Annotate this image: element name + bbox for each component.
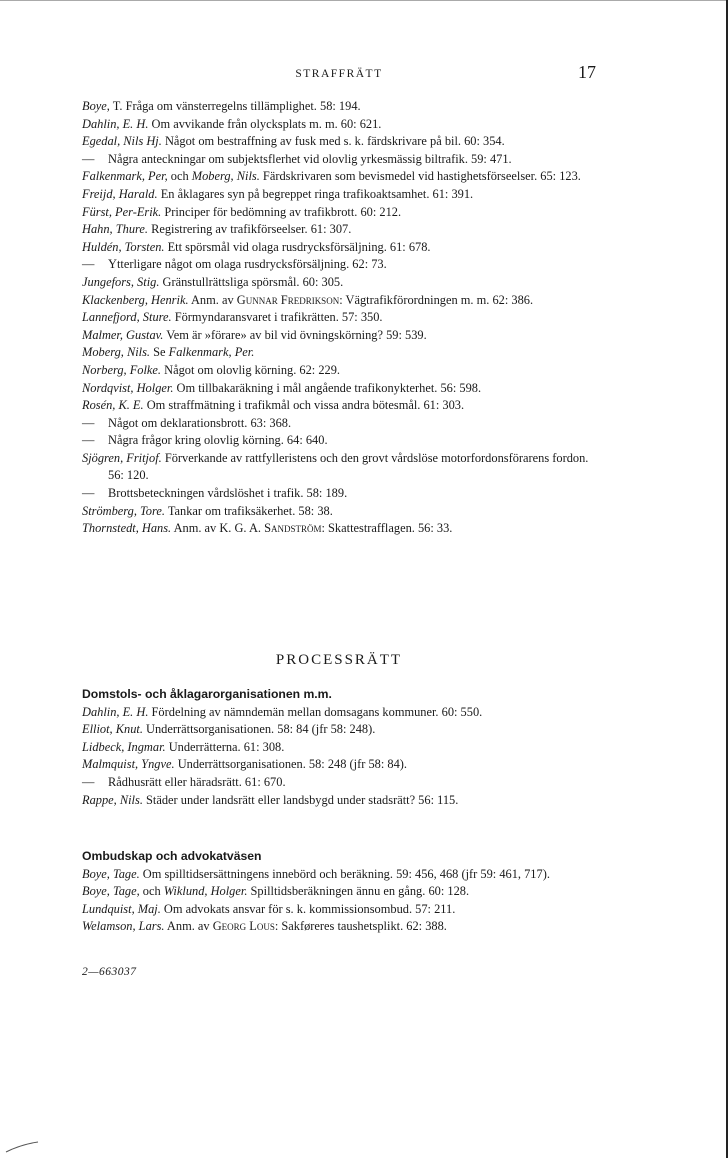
entry-author: Sjögren, Fritjof. xyxy=(82,450,162,465)
entry-title: Ytterligare något om olaga rusdrycksförsäljning. 62: 73. xyxy=(108,257,387,272)
entry-title: Förmyndaransvaret i trafikrätten. 57: 350. xyxy=(171,310,383,325)
entry-author: Welamson, Lars. xyxy=(82,919,165,934)
dash-marker: — xyxy=(82,486,95,501)
entry-title-continued: : Sakføreres taushetsplikt. 62: 388. xyxy=(274,919,447,934)
entry-reviewed-author: Georg Lous xyxy=(212,919,275,934)
entry-title: Spilltidsberäkningen ännu en gång. 60: 128. xyxy=(247,884,470,899)
entry-coauthor: Wiklund, Holger. xyxy=(163,884,248,899)
entry-title: Ett spörsmål vid olaga rusdrycksförsäljning. 61: 678. xyxy=(164,239,431,254)
bibliography-entry xyxy=(82,168,596,186)
entry-author: Elliot, Knut. xyxy=(82,722,143,737)
entry-author: Rosén, K. E. xyxy=(82,398,144,413)
dash-marker: — xyxy=(82,433,95,448)
entry-title: Tankar om trafiksäkerhet. 58: 38. xyxy=(164,503,333,518)
bibliography-entry xyxy=(82,292,596,310)
entry-author: Boye, Tage. xyxy=(82,866,140,881)
bibliography-entry xyxy=(82,309,596,327)
traffic-law-list xyxy=(82,98,596,538)
bibliography-entry xyxy=(82,503,596,521)
counsel-section-heading: Ombudskap och advokatväsen xyxy=(82,849,262,863)
entry-author: Rappe, Nils. xyxy=(82,792,143,807)
bibliography-entry xyxy=(82,774,596,792)
entry-title-continued: : Skattestrafflagen. 56: 33. xyxy=(321,521,453,536)
printer-signature: 2—663037 xyxy=(82,966,137,978)
bibliography-entry xyxy=(82,221,596,239)
entry-cross-reference: Falkenmark, Per. xyxy=(168,345,255,360)
court-section xyxy=(82,686,596,809)
entry-title: Något om olovlig körning. 62: 229. xyxy=(161,362,341,377)
entry-author: Nordqvist, Holger. xyxy=(82,380,174,395)
bibliography-entry xyxy=(82,450,596,485)
court-section-heading: Domstols- och åklagarorganisationen m.m. xyxy=(82,687,332,701)
dash-marker: — xyxy=(82,774,95,789)
entry-title: Om avvikande från olycksplats m. m. 60: 621. xyxy=(148,116,382,131)
entry-author: Fürst, Per-Erik. xyxy=(82,204,162,219)
bibliography-entry xyxy=(82,918,596,936)
entry-author: Egedal, Nils Hj. xyxy=(82,134,162,149)
entry-title: Något om deklarationsbrott. 63: 368. xyxy=(108,415,292,430)
entry-author: Huldén, Torsten. xyxy=(82,239,165,254)
entry-title: Fråga om vänsterregelns tillämplighet. 58: 194. xyxy=(122,99,361,113)
entry-author: Boye xyxy=(82,99,107,113)
entry-author: Malmer, Gustav. xyxy=(82,327,164,342)
entry-title: Städer under landsrätt eller landsbygd under stadsrätt? 56: 115. xyxy=(142,792,459,807)
entry-title: Om spilltidsersättningens innebörd och beräkning. 59: 456, 468 (jfr 59: 461, 717). xyxy=(139,866,550,881)
entry-reviewed-author: Gunnar Fredrikson xyxy=(236,292,340,307)
entry-author: Lidbeck, Ingmar. xyxy=(82,739,166,754)
running-title: STRAFFRÄTT xyxy=(295,68,383,80)
entry-coauthor: Moberg, Nils. xyxy=(191,169,260,184)
bibliography-entry xyxy=(82,151,596,169)
dash-marker: — xyxy=(82,415,95,430)
page-header xyxy=(82,62,596,86)
entry-title: Underrätterna. 61: 308. xyxy=(165,739,285,754)
entry-title-continued: : Vägtrafikförordningen m. m. 62: 386. xyxy=(339,292,534,307)
page-number: 17 xyxy=(578,62,596,82)
entry-author: Malmquist, Yngve. xyxy=(82,757,175,772)
entry-conjunction: , T. xyxy=(106,99,123,113)
entry-author: Lundquist, Maj. xyxy=(82,901,161,916)
entry-author: Norberg, Folke. xyxy=(82,362,162,377)
entry-author: Strömberg, Tore. xyxy=(82,503,165,518)
entry-title: Registrering av trafikförseelser. 61: 307. xyxy=(147,222,352,237)
bibliography-entry xyxy=(82,485,596,503)
dash-marker: — xyxy=(82,257,95,272)
entry-title: Principer för bedömning av trafikbrott. 60: 212. xyxy=(161,204,402,219)
entry-title: Förverkande av rattfylleristens och den grovt vårdslöse motorfordonsförarens fordon. 56: 120. xyxy=(108,450,589,483)
court-entry-list xyxy=(82,704,596,810)
entry-title: Fördelning av nämndemän mellan domsagans kommuner. 60: 550. xyxy=(148,704,483,719)
page-top-edge xyxy=(0,0,728,1)
entry-conjunction: och xyxy=(167,169,192,184)
entry-title: Rådhusrätt eller häradsrätt. 61: 670. xyxy=(108,774,286,789)
bibliography-entry xyxy=(82,380,596,398)
entry-conjunction: och xyxy=(139,884,164,899)
counsel-section xyxy=(82,848,596,936)
entry-title: Om advokats ansvar för s. k. kommissionsombud. 57: 211. xyxy=(160,901,456,916)
bibliography-entry xyxy=(82,883,596,901)
entry-title: Gränstullrättsliga spörsmål. 60: 305. xyxy=(159,274,344,289)
pen-mark-icon xyxy=(4,1140,40,1154)
bibliography-entry xyxy=(82,327,596,345)
bibliography-entry xyxy=(82,256,596,274)
bibliography-entry xyxy=(82,239,596,257)
entry-author: Klackenberg, Henrik. xyxy=(82,292,189,307)
entry-author: Lannefjord, Sture. xyxy=(82,310,172,325)
entry-reviewed-author: Sandström xyxy=(264,521,322,536)
bibliography-entry xyxy=(82,866,596,884)
dash-marker: — xyxy=(82,151,95,166)
entry-title: Anm. av xyxy=(188,292,237,307)
entry-author: Freijd, Harald. xyxy=(82,186,158,201)
bibliography-entry xyxy=(82,739,596,757)
section-title: PROCESSRÄTT xyxy=(275,652,403,668)
bibliography-entry xyxy=(82,344,596,362)
bibliography-entry xyxy=(82,98,596,116)
entry-title: Några frågor kring olovlig körning. 64: 640. xyxy=(108,433,328,448)
counsel-entry-list xyxy=(82,866,596,936)
entry-title: Färdskrivaren som bevismedel vid hastighetsförseelser. 65: 123. xyxy=(259,169,581,184)
entry-title: Brottsbeteckningen vårdslöshet i trafik. 58: 189. xyxy=(108,486,348,501)
bibliography-entry xyxy=(82,415,596,433)
bibliography-entry xyxy=(82,133,596,151)
entry-title: Underrättsorganisationen. 58: 84 (jfr 58: 248). xyxy=(142,722,376,737)
bibliography-entry xyxy=(82,792,596,810)
bibliography-entry xyxy=(82,756,596,774)
entry-title: Anm. av xyxy=(164,919,213,934)
entry-title: Om straffmätning i trafikmål och vissa andra bötesmål. 61: 303. xyxy=(143,398,465,413)
entry-author: Thornstedt, Hans. xyxy=(82,521,172,536)
entry-title: En åklagares syn på begreppet ringa trafikoaktsamhet. 61: 391. xyxy=(157,186,474,201)
entry-title: Se xyxy=(150,345,169,360)
entry-title: Anm. av K. G. A. xyxy=(171,521,265,536)
bibliography-entry xyxy=(82,704,596,722)
entry-author: Falkenmark, Per, xyxy=(82,169,168,184)
entry-title: Om tillbakaräkning i mål angående trafikonykterhet. 56: 598. xyxy=(173,380,482,395)
bibliography-entry xyxy=(82,901,596,919)
entry-author: Dahlin, E. H. xyxy=(82,116,149,131)
entry-author: Hahn, Thure. xyxy=(82,222,148,237)
entry-author: Jungefors, Stig. xyxy=(82,274,160,289)
bibliography-entry xyxy=(82,397,596,415)
bibliography-entry xyxy=(82,362,596,380)
entry-author: Moberg, Nils. xyxy=(82,345,151,360)
entry-author: Dahlin, E. H. xyxy=(82,704,149,719)
entry-title: Något om bestraffning av fusk med s. k. färdskrivare på bil. 60: 354. xyxy=(161,134,505,149)
entry-title: Underrättsorganisationen. 58: 248 (jfr 58: 84). xyxy=(174,757,407,772)
entry-title: Vem är »förare» av bil vid övningskörning? 59: 539. xyxy=(163,327,427,342)
entry-title: Några anteckningar om subjektsflerhet vid olovlig yrkesmässig biltrafik. 59: 471. xyxy=(108,151,512,166)
bibliography-entry xyxy=(82,186,596,204)
bibliography-entry xyxy=(82,432,596,450)
bibliography-entry xyxy=(82,116,596,134)
bibliography-entry xyxy=(82,274,596,292)
bibliography-entry xyxy=(82,520,596,538)
bibliography-entry xyxy=(82,204,596,222)
entry-author: Boye, Tage, xyxy=(82,884,140,899)
bibliography-entry xyxy=(82,721,596,739)
